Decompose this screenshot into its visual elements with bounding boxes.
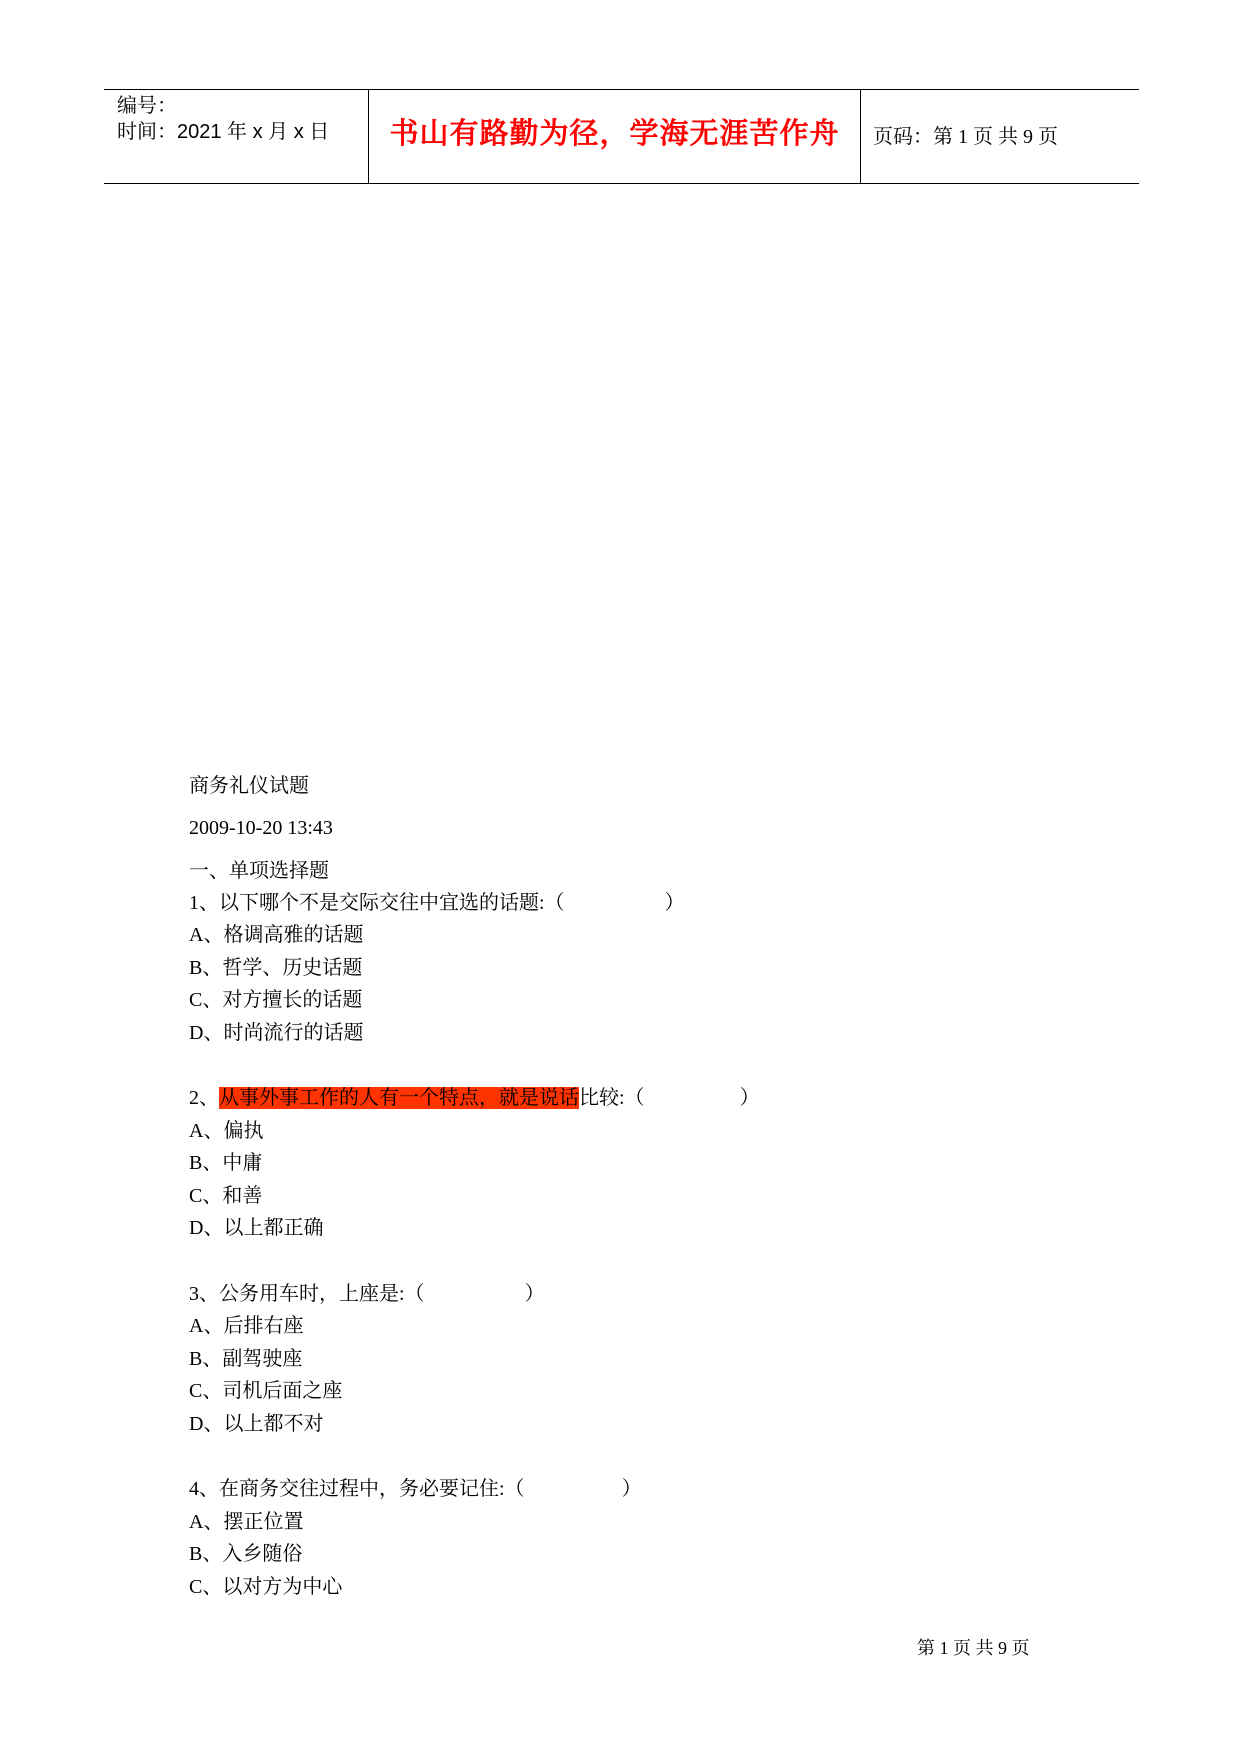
question-2-stem — [189, 1085, 760, 1111]
header-page-cell — [861, 90, 1139, 183]
question-1-option-c: C、对方擅长的话题 — [189, 989, 363, 1011]
header-motto-cell — [369, 90, 861, 183]
question-number: 4、 — [189, 1478, 219, 1500]
doc-time-label: 时间：2021 年 x 月 x 日 — [117, 121, 330, 143]
doc-title: 商务礼仪试题 — [189, 775, 309, 797]
question-text: 以下哪个不是交际交往中宜选的话题:（ — [219, 892, 565, 914]
question-number: 1、 — [189, 892, 219, 914]
question-2-option-c: C、和善 — [189, 1185, 263, 1207]
question-close-paren: ） — [524, 1283, 545, 1305]
question-4-option-b: B、入乡随俗 — [189, 1543, 303, 1565]
question-text: 在商务交往过程中，务必要记住:（ — [219, 1478, 525, 1500]
question-2-option-d: D、以上都正确 — [189, 1217, 324, 1239]
question-1-stem — [189, 890, 685, 916]
question-text: 公务用车时，上座是:（ — [219, 1283, 425, 1305]
question-4-stem — [189, 1476, 642, 1502]
doc-number-label: 编号： — [117, 95, 177, 117]
question-1-option-a: A、格调高雅的话题 — [189, 924, 364, 946]
section-heading: 一、单项选择题 — [189, 860, 329, 882]
question-close-paren: ） — [621, 1478, 642, 1500]
question-3-stem — [189, 1281, 545, 1307]
header-motto: 书山有路勤为径，学海无涯苦作舟 — [389, 118, 840, 150]
question-3-option-c: C、司机后面之座 — [189, 1380, 343, 1402]
page-header-table — [104, 89, 1139, 184]
doc-datetime: 2009-10-20 13:43 — [189, 817, 333, 839]
header-page-code: 页码：第 1 页 共 9 页 — [873, 126, 1058, 148]
question-number: 3、 — [189, 1283, 219, 1305]
question-1-option-d: D、时尚流行的话题 — [189, 1022, 364, 1044]
page-footer: 第 1 页 共 9 页 — [917, 1638, 1030, 1658]
question-2-option-b: B、中庸 — [189, 1152, 263, 1174]
question-text: 比较:（ — [579, 1087, 645, 1109]
question-close-paren: ） — [664, 892, 685, 914]
question-3-option-a: A、后排右座 — [189, 1315, 304, 1337]
highlighted-text: 从事外事工作的人有一个特点，就是说话 — [219, 1087, 579, 1109]
question-4-option-c: C、以对方为中心 — [189, 1576, 343, 1598]
question-3-option-d: D、以上都不对 — [189, 1413, 324, 1435]
question-number: 2、 — [189, 1087, 219, 1109]
question-1-option-b: B、哲学、历史话题 — [189, 957, 363, 979]
question-4-option-a: A、摆正位置 — [189, 1511, 304, 1533]
question-2-option-a: A、偏执 — [189, 1120, 264, 1142]
question-3-option-b: B、副驾驶座 — [189, 1348, 303, 1370]
header-info-cell — [104, 90, 369, 183]
question-close-paren: ） — [739, 1087, 760, 1109]
